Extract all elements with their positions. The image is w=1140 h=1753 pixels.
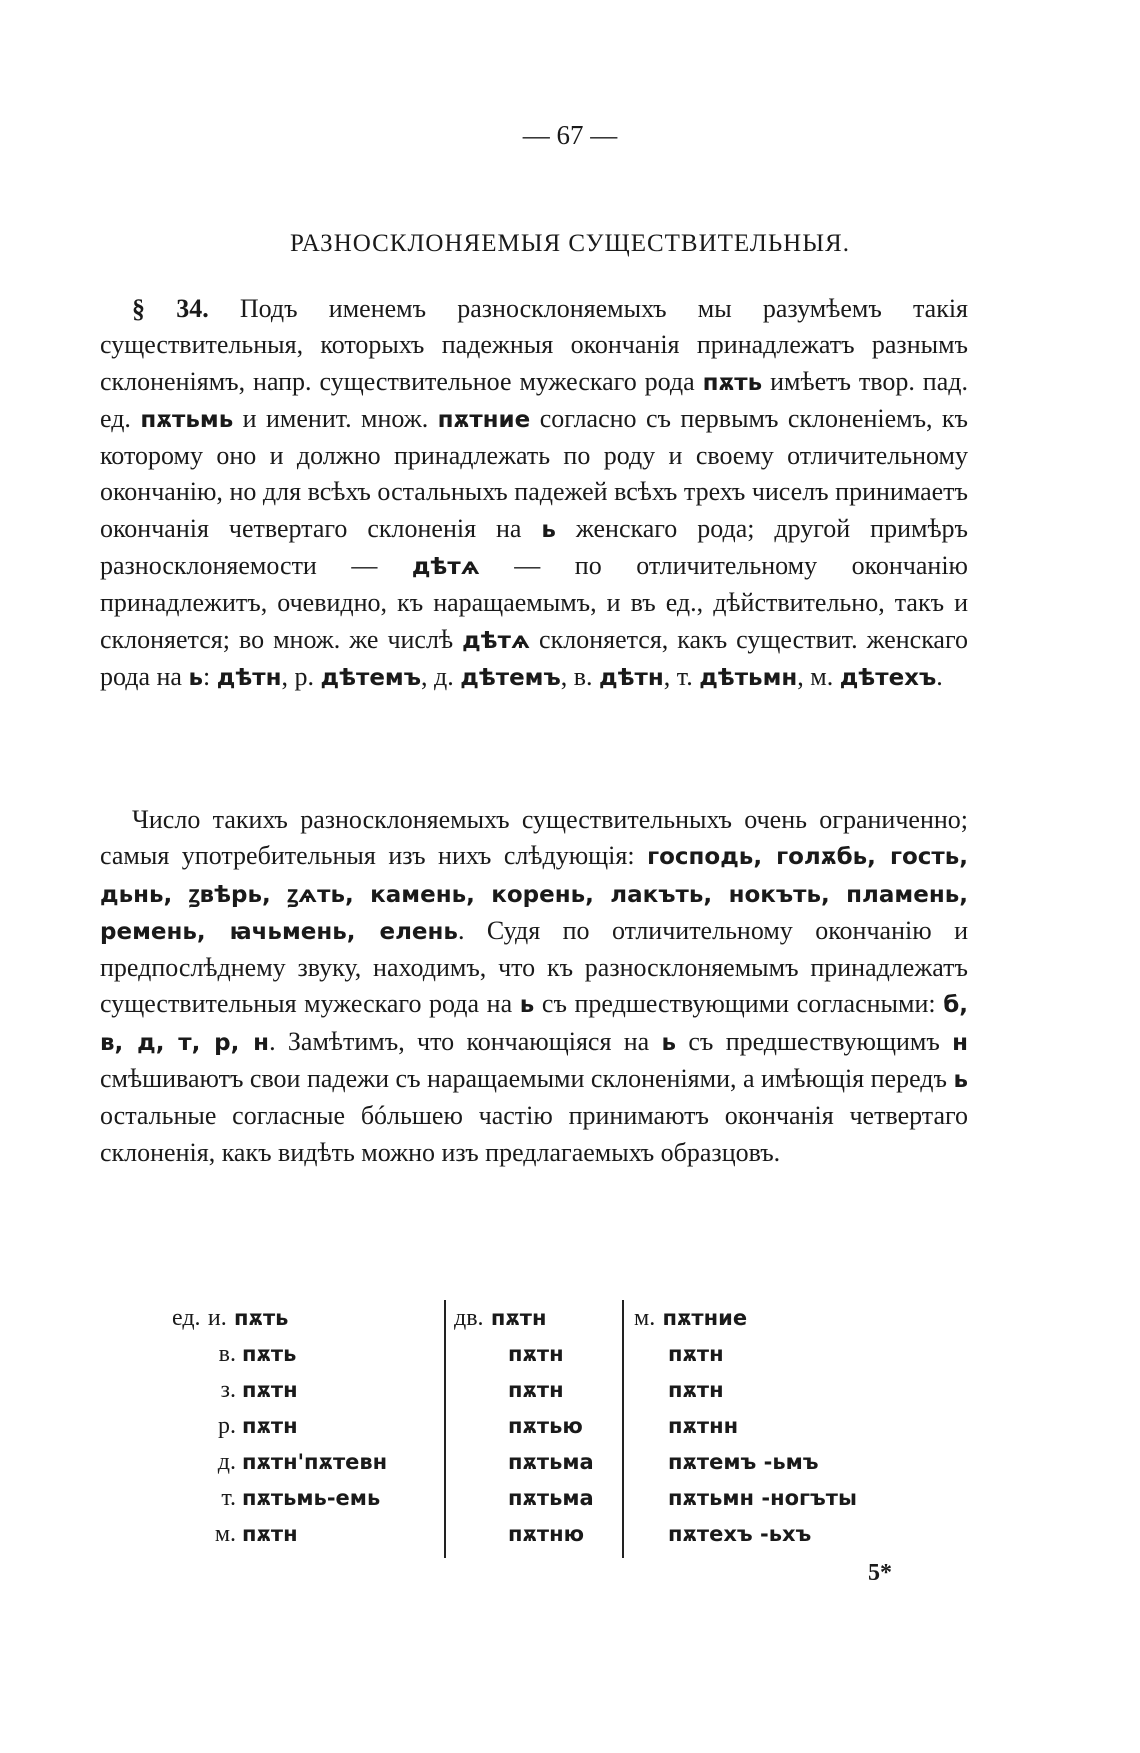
case-label: р. <box>218 1413 236 1439</box>
form: пѫтн <box>242 1522 298 1546</box>
paragraph-list <box>100 802 968 1171</box>
case-label: д. <box>217 1449 236 1475</box>
paradigm-row <box>454 1372 624 1408</box>
case-label: м. <box>214 1521 236 1547</box>
form: пѫтн <box>242 1378 298 1402</box>
text: , р. <box>281 661 321 691</box>
text: женскаго рода; другой примѣръ разносклоняемости — <box>100 513 968 581</box>
church-slavonic-word: пѫтние <box>437 406 531 433</box>
paradigm-row <box>634 1408 894 1444</box>
church-slavonic-word-list: господь, голѫбь, гость, дьнь, ꙁвѣрь, ꙁѧть, камень, корень, лакъть, нокъть, пламень, ремень, ꙗчьмень, елень <box>100 844 969 945</box>
form: пѫтн <box>668 1342 724 1366</box>
text: склоняется, какъ существит. женскаго рода на <box>100 624 968 691</box>
paradigm-row <box>634 1336 894 1372</box>
text: — по отличительному окончанію принадлежитъ, очевидно, къ наращаемымъ, и въ ед., дѣйствительно, такъ и склоняется; во множ. же числѣ <box>100 551 968 654</box>
text: имѣетъ твор. пад. ед. <box>100 366 968 433</box>
form: пѫтнн <box>668 1414 739 1438</box>
text: остальные согласные бóльшею частію принимаютъ окончанія четвертаго склоненія, какъ видѣть можно изъ предлагаемыхъ образцовъ. <box>100 1101 968 1167</box>
text: . Замѣтимъ, что кончающіяся на <box>269 1026 662 1056</box>
church-slavonic-word: дѣтемъ <box>320 664 422 691</box>
church-slavonic-word: пѫть <box>702 369 763 396</box>
form: пѫтн <box>668 1378 724 1402</box>
form: пѫтемъ -ьмъ <box>668 1450 819 1474</box>
church-slavonic-word: дѣтн <box>599 664 664 691</box>
paradigm-row <box>454 1408 624 1444</box>
number-label: ед. <box>172 1305 201 1331</box>
church-slavonic-word: ь <box>519 992 535 1019</box>
text: Число такихъ разносклоняемыхъ существительныхъ очень ограниченно; самыя употребительныя изъ нихъ слѣдующія: <box>100 805 968 871</box>
paradigm-row <box>454 1480 624 1516</box>
paradigm-row <box>634 1516 894 1552</box>
singular-column <box>172 1300 442 1552</box>
plural-column <box>622 1300 894 1558</box>
paradigm-row <box>454 1336 624 1372</box>
church-slavonic-word: ь <box>953 1067 969 1094</box>
text: . Судя по отличительному окончанію и предпослѣднему звуку, находимъ, что къ разносклоняемымъ принадлежатъ существительныя мужескаго рода на <box>100 915 969 1019</box>
text: смѣшиваютъ свои падежи съ наращаемыми склоненіями, а имѣющія передъ <box>100 1064 954 1094</box>
text: , м. <box>797 661 840 691</box>
paradigm-row <box>172 1300 442 1336</box>
form: пѫть <box>234 1306 289 1330</box>
text: , д. <box>421 661 461 691</box>
church-slavonic-word: дѣтѧ <box>411 554 480 581</box>
paradigm-row <box>454 1444 624 1480</box>
church-slavonic-word: дѣтехъ <box>839 664 937 691</box>
form: пѫтьма <box>508 1450 594 1474</box>
paradigm-row <box>172 1372 442 1408</box>
paradigm-row <box>634 1300 894 1336</box>
form: пѫтьмн -ногъты <box>668 1486 857 1510</box>
church-slavonic-word: б, в, д, т, р, н <box>100 992 968 1056</box>
church-slavonic-word: ь <box>188 664 204 691</box>
case-label: т. <box>221 1485 236 1511</box>
form: пѫтью <box>508 1414 583 1438</box>
church-slavonic-word: дѣтьмн <box>699 664 798 691</box>
paradigm-row <box>172 1444 442 1480</box>
text: , т. <box>663 661 700 691</box>
paradigm-row <box>634 1372 894 1408</box>
form: пѫтьмь-емь <box>242 1486 381 1510</box>
case-label: в. <box>218 1341 236 1367</box>
number-label: дв. <box>454 1305 484 1331</box>
church-slavonic-word: дѣтемъ <box>460 664 561 691</box>
paragraph-34 <box>100 291 968 696</box>
text: и именит. множ. <box>233 403 438 433</box>
paradigm-row <box>454 1516 624 1552</box>
text: , в. <box>560 661 600 691</box>
paradigm-row <box>172 1480 442 1516</box>
paradigm-row <box>454 1300 624 1336</box>
case-label: и. <box>207 1305 227 1331</box>
form: пѫтн <box>508 1342 564 1366</box>
text: съ предшествующими согласными: <box>534 989 944 1019</box>
church-slavonic-word: дѣтн <box>216 664 282 691</box>
text: : <box>203 661 217 691</box>
section-title: РАЗНОСКЛОНЯЕМЫЯ СУЩЕСТВИТЕЛЬНЫЯ. <box>290 230 850 257</box>
signature-mark: 5* <box>868 1560 892 1586</box>
church-slavonic-word: пѫтьмь <box>140 406 234 433</box>
church-slavonic-word: дѣтѧ <box>462 627 531 654</box>
page-number: — 67 — <box>522 120 618 150</box>
form: пѫтехъ -ьхъ <box>668 1522 812 1546</box>
form: пѫтню <box>508 1522 585 1546</box>
text: . <box>936 661 943 691</box>
form: пѫть <box>242 1342 297 1366</box>
form: пѫтн <box>242 1414 298 1438</box>
church-slavonic-word: ь <box>541 516 556 543</box>
form: пѫтн'пѫтевн <box>242 1450 388 1474</box>
paradigm-row <box>172 1408 442 1444</box>
church-slavonic-word: н <box>952 1029 969 1056</box>
text: Подъ именемъ разносклоняемыхъ мы разумѣемъ такія существительныя, которыхъ падежныя окончанія принадлежатъ разнымъ склоненіямъ, напр. существительное мужескаго рода <box>100 294 969 396</box>
paradigm-row <box>634 1444 894 1480</box>
form: пѫтн <box>508 1378 564 1402</box>
paradigm-row <box>172 1516 442 1552</box>
church-slavonic-word: ь <box>661 1029 677 1056</box>
form: пѫтние <box>662 1306 748 1330</box>
dual-column <box>444 1300 624 1558</box>
form: пѫтьма <box>508 1486 594 1510</box>
form: пѫтн <box>490 1306 547 1330</box>
paradigm-row <box>172 1336 442 1372</box>
paradigm-row <box>634 1480 894 1516</box>
number-label: м. <box>634 1305 656 1331</box>
text: съ предшествующимъ <box>676 1026 953 1056</box>
section-mark: § 34. <box>132 294 209 323</box>
case-label: з. <box>220 1377 236 1403</box>
text: согласно съ первымъ склоненіемъ, къ которому оно и должно принадлежать по роду и своему отличительному окончанію, но для всѣхъ остальныхъ падежей всѣхъ трехъ чиселъ принимаетъ окончанія четвертаго склоненія на <box>100 403 968 543</box>
